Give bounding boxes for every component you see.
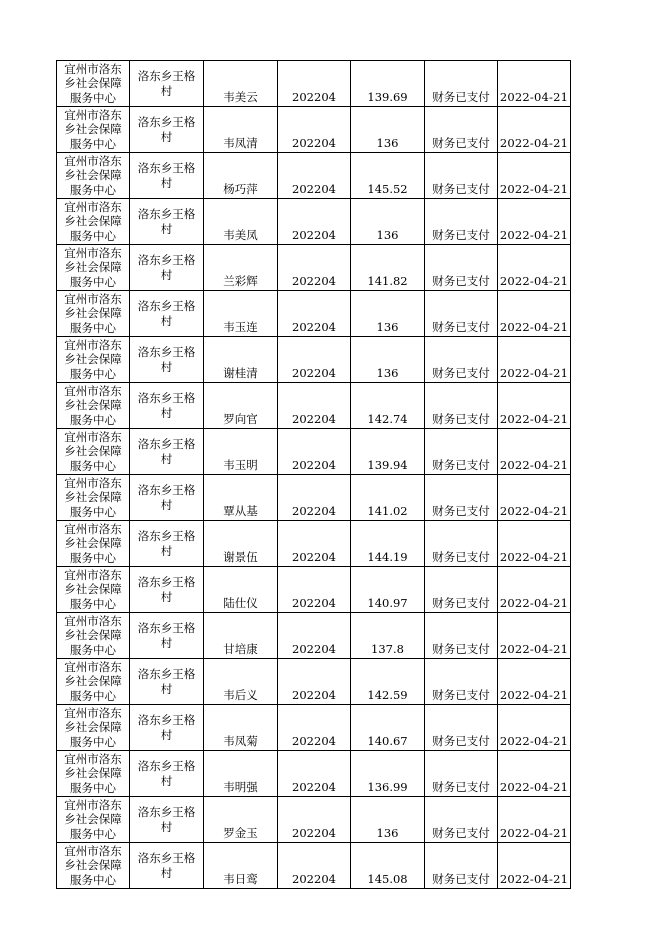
- village-line: 洛东乡王格: [137, 252, 196, 267]
- date-cell[interactable]: 2022-04-21: [498, 291, 571, 337]
- org-line: 宜州市洛东: [64, 107, 122, 122]
- village-line: 洛东乡王格: [137, 344, 196, 359]
- table-row: [57, 567, 571, 613]
- status-cell[interactable]: 财务已支付: [425, 797, 498, 843]
- village-line: 洛东乡王格: [137, 850, 196, 865]
- org-cell[interactable]: [57, 107, 130, 153]
- status-cell[interactable]: 财务已支付: [425, 199, 498, 245]
- status-cell[interactable]: 财务已支付: [425, 429, 498, 475]
- org-cell[interactable]: [57, 521, 130, 567]
- org-line: 宜州市洛东: [64, 567, 122, 582]
- village-cell[interactable]: [130, 843, 204, 889]
- period-cell[interactable]: 202204: [278, 245, 351, 291]
- table-body: [57, 61, 571, 889]
- amount-cell[interactable]: 142.74: [351, 383, 425, 429]
- name-cell[interactable]: 韦明强: [204, 751, 278, 797]
- village-line: 洛东乡王格: [137, 390, 196, 405]
- amount-cell[interactable]: 145.52: [351, 153, 425, 199]
- date-cell[interactable]: 2022-04-21: [498, 429, 571, 475]
- village-line: 村: [160, 451, 173, 466]
- table-row: [57, 613, 571, 659]
- org-cell[interactable]: [57, 245, 130, 291]
- village-cell[interactable]: [130, 475, 204, 521]
- period-cell[interactable]: 202204: [278, 705, 351, 751]
- name-cell[interactable]: 杨巧萍: [204, 153, 278, 199]
- village-line: 洛东乡王格: [137, 712, 196, 727]
- village-cell[interactable]: [130, 705, 204, 751]
- name-cell[interactable]: 韦凤菊: [204, 705, 278, 751]
- name-cell[interactable]: 谢景伍: [204, 521, 278, 567]
- org-line: 宜州市洛东: [64, 843, 122, 858]
- village-cell[interactable]: [130, 521, 204, 567]
- status-cell[interactable]: 财务已支付: [425, 291, 498, 337]
- village-line: 村: [160, 129, 173, 144]
- org-line: 宜州市洛东: [64, 797, 122, 812]
- org-line: 乡社会保障: [64, 812, 122, 827]
- org-cell[interactable]: [57, 659, 130, 705]
- org-line: 服务中心: [70, 274, 116, 289]
- org-line: 宜州市洛东: [64, 429, 122, 444]
- village-line: 洛东乡王格: [137, 804, 196, 819]
- org-line: 乡社会保障: [64, 306, 122, 321]
- org-cell[interactable]: [57, 705, 130, 751]
- org-line: 乡社会保障: [64, 674, 122, 689]
- table-row: [57, 475, 571, 521]
- table-row: [57, 429, 571, 475]
- org-line: 乡社会保障: [64, 260, 122, 275]
- org-line: 乡社会保障: [64, 76, 122, 91]
- org-cell[interactable]: [57, 613, 130, 659]
- status-cell[interactable]: 财务已支付: [425, 843, 498, 889]
- village-line: 村: [160, 681, 173, 696]
- amount-cell[interactable]: 141.02: [351, 475, 425, 521]
- village-line: 洛东乡王格: [137, 528, 196, 543]
- org-line: 乡社会保障: [64, 398, 122, 413]
- org-line: 乡社会保障: [64, 582, 122, 597]
- org-line: 宜州市洛东: [64, 659, 122, 674]
- period-cell[interactable]: 202204: [278, 475, 351, 521]
- table-row: [57, 705, 571, 751]
- period-cell[interactable]: 202204: [278, 199, 351, 245]
- name-cell[interactable]: 韦美云: [204, 61, 278, 107]
- village-line: 村: [160, 819, 173, 834]
- status-cell[interactable]: 财务已支付: [425, 383, 498, 429]
- org-cell[interactable]: [57, 567, 130, 613]
- period-cell[interactable]: 202204: [278, 61, 351, 107]
- village-cell[interactable]: [130, 383, 204, 429]
- org-line: 乡社会保障: [64, 122, 122, 137]
- amount-cell[interactable]: 139.69: [351, 61, 425, 107]
- org-line: 宜州市洛东: [64, 291, 122, 306]
- org-line: 乡社会保障: [64, 444, 122, 459]
- date-cell[interactable]: 2022-04-21: [498, 705, 571, 751]
- village-cell[interactable]: [130, 153, 204, 199]
- date-cell[interactable]: 2022-04-21: [498, 613, 571, 659]
- name-cell[interactable]: 罗向官: [204, 383, 278, 429]
- village-cell[interactable]: [130, 797, 204, 843]
- village-line: 村: [160, 727, 173, 742]
- village-cell[interactable]: [130, 751, 204, 797]
- village-line: 洛东乡王格: [137, 574, 196, 589]
- table-row: [57, 843, 571, 889]
- period-cell[interactable]: 202204: [278, 521, 351, 567]
- org-line: 宜州市洛东: [64, 245, 122, 260]
- period-cell[interactable]: 202204: [278, 107, 351, 153]
- village-line: 洛东乡王格: [137, 206, 196, 221]
- period-cell[interactable]: 202204: [278, 843, 351, 889]
- org-cell[interactable]: [57, 751, 130, 797]
- village-line: 洛东乡王格: [137, 160, 196, 175]
- table-row: [57, 797, 571, 843]
- status-cell[interactable]: 财务已支付: [425, 659, 498, 705]
- org-cell[interactable]: [57, 61, 130, 107]
- org-cell[interactable]: [57, 843, 130, 889]
- village-cell[interactable]: [130, 429, 204, 475]
- table-row: [57, 659, 571, 705]
- date-cell[interactable]: 2022-04-21: [498, 383, 571, 429]
- org-line: 服务中心: [70, 642, 116, 657]
- amount-cell[interactable]: 136: [351, 199, 425, 245]
- period-cell[interactable]: 202204: [278, 659, 351, 705]
- village-line: 洛东乡王格: [137, 436, 196, 451]
- amount-cell[interactable]: 136: [351, 337, 425, 383]
- amount-cell[interactable]: 136.99: [351, 751, 425, 797]
- org-line: 宜州市洛东: [64, 613, 122, 628]
- period-cell[interactable]: 202204: [278, 797, 351, 843]
- village-line: 洛东乡王格: [137, 758, 196, 773]
- village-line: 村: [160, 405, 173, 420]
- village-line: 洛东乡王格: [137, 298, 196, 313]
- org-cell[interactable]: [57, 429, 130, 475]
- period-cell[interactable]: 202204: [278, 751, 351, 797]
- village-line: 洛东乡王格: [137, 666, 196, 681]
- name-cell[interactable]: 罗金玉: [204, 797, 278, 843]
- org-line: 服务中心: [70, 458, 116, 473]
- org-line: 服务中心: [70, 872, 116, 887]
- org-line: 乡社会保障: [64, 720, 122, 735]
- status-cell[interactable]: 财务已支付: [425, 475, 498, 521]
- amount-cell[interactable]: 140.97: [351, 567, 425, 613]
- org-line: 服务中心: [70, 90, 116, 105]
- org-cell[interactable]: [57, 337, 130, 383]
- period-cell[interactable]: 202204: [278, 153, 351, 199]
- name-cell[interactable]: 韦后义: [204, 659, 278, 705]
- org-cell[interactable]: [57, 199, 130, 245]
- name-cell[interactable]: 谢桂清: [204, 337, 278, 383]
- village-line: 村: [160, 773, 173, 788]
- date-cell[interactable]: 2022-04-21: [498, 337, 571, 383]
- table-row: [57, 107, 571, 153]
- amount-cell[interactable]: 142.59: [351, 659, 425, 705]
- table-row: [57, 61, 571, 107]
- village-line: 村: [160, 865, 173, 880]
- name-cell[interactable]: 韦凤清: [204, 107, 278, 153]
- village-cell[interactable]: [130, 199, 204, 245]
- org-line: 服务中心: [70, 780, 116, 795]
- date-cell[interactable]: 2022-04-21: [498, 751, 571, 797]
- name-cell[interactable]: 甘培康: [204, 613, 278, 659]
- village-line: 洛东乡王格: [137, 482, 196, 497]
- period-cell[interactable]: 202204: [278, 383, 351, 429]
- amount-cell[interactable]: 145.08: [351, 843, 425, 889]
- status-cell[interactable]: 财务已支付: [425, 337, 498, 383]
- date-cell[interactable]: 2022-04-21: [498, 61, 571, 107]
- org-line: 服务中心: [70, 550, 116, 565]
- name-cell[interactable]: 韦玉连: [204, 291, 278, 337]
- org-line: 乡社会保障: [64, 352, 122, 367]
- org-line: 宜州市洛东: [64, 475, 122, 490]
- org-line: 宜州市洛东: [64, 705, 122, 720]
- org-line: 宜州市洛东: [64, 199, 122, 214]
- status-cell[interactable]: 财务已支付: [425, 107, 498, 153]
- status-cell[interactable]: 财务已支付: [425, 521, 498, 567]
- status-cell[interactable]: 财务已支付: [425, 613, 498, 659]
- table-row: [57, 153, 571, 199]
- status-cell[interactable]: 财务已支付: [425, 751, 498, 797]
- date-cell[interactable]: 2022-04-21: [498, 245, 571, 291]
- org-line: 宜州市洛东: [64, 521, 122, 536]
- period-cell[interactable]: 202204: [278, 613, 351, 659]
- status-cell[interactable]: 财务已支付: [425, 153, 498, 199]
- date-cell[interactable]: 2022-04-21: [498, 797, 571, 843]
- amount-cell[interactable]: 140.67: [351, 705, 425, 751]
- amount-cell[interactable]: 136: [351, 107, 425, 153]
- period-cell[interactable]: 202204: [278, 291, 351, 337]
- org-cell[interactable]: [57, 383, 130, 429]
- org-line: 服务中心: [70, 136, 116, 151]
- table-row: [57, 337, 571, 383]
- org-cell[interactable]: [57, 153, 130, 199]
- org-line: 宜州市洛东: [64, 383, 122, 398]
- org-line: 服务中心: [70, 366, 116, 381]
- status-cell[interactable]: 财务已支付: [425, 61, 498, 107]
- name-cell[interactable]: 韦玉明: [204, 429, 278, 475]
- org-line: 服务中心: [70, 228, 116, 243]
- village-line: 村: [160, 267, 173, 282]
- org-line: 服务中心: [70, 320, 116, 335]
- org-line: 乡社会保障: [64, 490, 122, 505]
- org-line: 宜州市洛东: [64, 153, 122, 168]
- org-cell[interactable]: [57, 797, 130, 843]
- table-row: [57, 383, 571, 429]
- village-cell[interactable]: [130, 291, 204, 337]
- date-cell[interactable]: 2022-04-21: [498, 843, 571, 889]
- village-line: 村: [160, 635, 173, 650]
- org-line: 乡社会保障: [64, 858, 122, 873]
- org-cell[interactable]: [57, 475, 130, 521]
- amount-cell[interactable]: 141.82: [351, 245, 425, 291]
- village-line: 村: [160, 589, 173, 604]
- name-cell[interactable]: 陆仕仪: [204, 567, 278, 613]
- amount-cell[interactable]: 144.19: [351, 521, 425, 567]
- org-line: 乡社会保障: [64, 536, 122, 551]
- village-line: 村: [160, 221, 173, 236]
- period-cell[interactable]: 202204: [278, 429, 351, 475]
- village-cell[interactable]: [130, 337, 204, 383]
- table-row: [57, 521, 571, 567]
- org-line: 乡社会保障: [64, 214, 122, 229]
- org-line: 服务中心: [70, 504, 116, 519]
- table-row: [57, 291, 571, 337]
- amount-cell[interactable]: 136: [351, 291, 425, 337]
- name-cell[interactable]: 韦美凤: [204, 199, 278, 245]
- status-cell[interactable]: 财务已支付: [425, 245, 498, 291]
- village-line: 村: [160, 543, 173, 558]
- org-cell[interactable]: [57, 291, 130, 337]
- org-line: 宜州市洛东: [64, 337, 122, 352]
- org-line: 服务中心: [70, 826, 116, 841]
- period-cell[interactable]: 202204: [278, 337, 351, 383]
- village-line: 村: [160, 359, 173, 374]
- village-line: 洛东乡王格: [137, 620, 196, 635]
- amount-cell[interactable]: 137.8: [351, 613, 425, 659]
- amount-cell[interactable]: 139.94: [351, 429, 425, 475]
- village-cell[interactable]: [130, 61, 204, 107]
- village-cell[interactable]: [130, 245, 204, 291]
- date-cell[interactable]: 2022-04-21: [498, 475, 571, 521]
- village-cell[interactable]: [130, 567, 204, 613]
- amount-cell[interactable]: 136: [351, 797, 425, 843]
- org-line: 宜州市洛东: [64, 61, 122, 76]
- name-cell[interactable]: 兰彩辉: [204, 245, 278, 291]
- village-cell[interactable]: [130, 107, 204, 153]
- village-line: 村: [160, 313, 173, 328]
- org-line: 服务中心: [70, 734, 116, 749]
- payment-table: [56, 60, 571, 889]
- table-row: [57, 245, 571, 291]
- org-line: 服务中心: [70, 688, 116, 703]
- org-line: 服务中心: [70, 596, 116, 611]
- village-line: 洛东乡王格: [137, 68, 196, 83]
- org-line: 服务中心: [70, 412, 116, 427]
- table-row: [57, 751, 571, 797]
- period-cell[interactable]: 202204: [278, 567, 351, 613]
- date-cell[interactable]: 2022-04-21: [498, 659, 571, 705]
- org-line: 服务中心: [70, 182, 116, 197]
- date-cell[interactable]: 2022-04-21: [498, 199, 571, 245]
- village-line: 村: [160, 175, 173, 190]
- name-cell[interactable]: 覃从基: [204, 475, 278, 521]
- status-cell[interactable]: 财务已支付: [425, 567, 498, 613]
- date-cell[interactable]: 2022-04-21: [498, 153, 571, 199]
- village-line: 洛东乡王格: [137, 114, 196, 129]
- name-cell[interactable]: 韦日鸾: [204, 843, 278, 889]
- village-line: 村: [160, 497, 173, 512]
- village-line: 村: [160, 83, 173, 98]
- org-line: 乡社会保障: [64, 766, 122, 781]
- org-line: 宜州市洛东: [64, 751, 122, 766]
- date-cell[interactable]: 2022-04-21: [498, 521, 571, 567]
- date-cell[interactable]: 2022-04-21: [498, 567, 571, 613]
- status-cell[interactable]: 财务已支付: [425, 705, 498, 751]
- date-cell[interactable]: 2022-04-21: [498, 107, 571, 153]
- org-line: 乡社会保障: [64, 168, 122, 183]
- village-cell[interactable]: [130, 613, 204, 659]
- village-cell[interactable]: [130, 659, 204, 705]
- org-line: 乡社会保障: [64, 628, 122, 643]
- table-row: [57, 199, 571, 245]
